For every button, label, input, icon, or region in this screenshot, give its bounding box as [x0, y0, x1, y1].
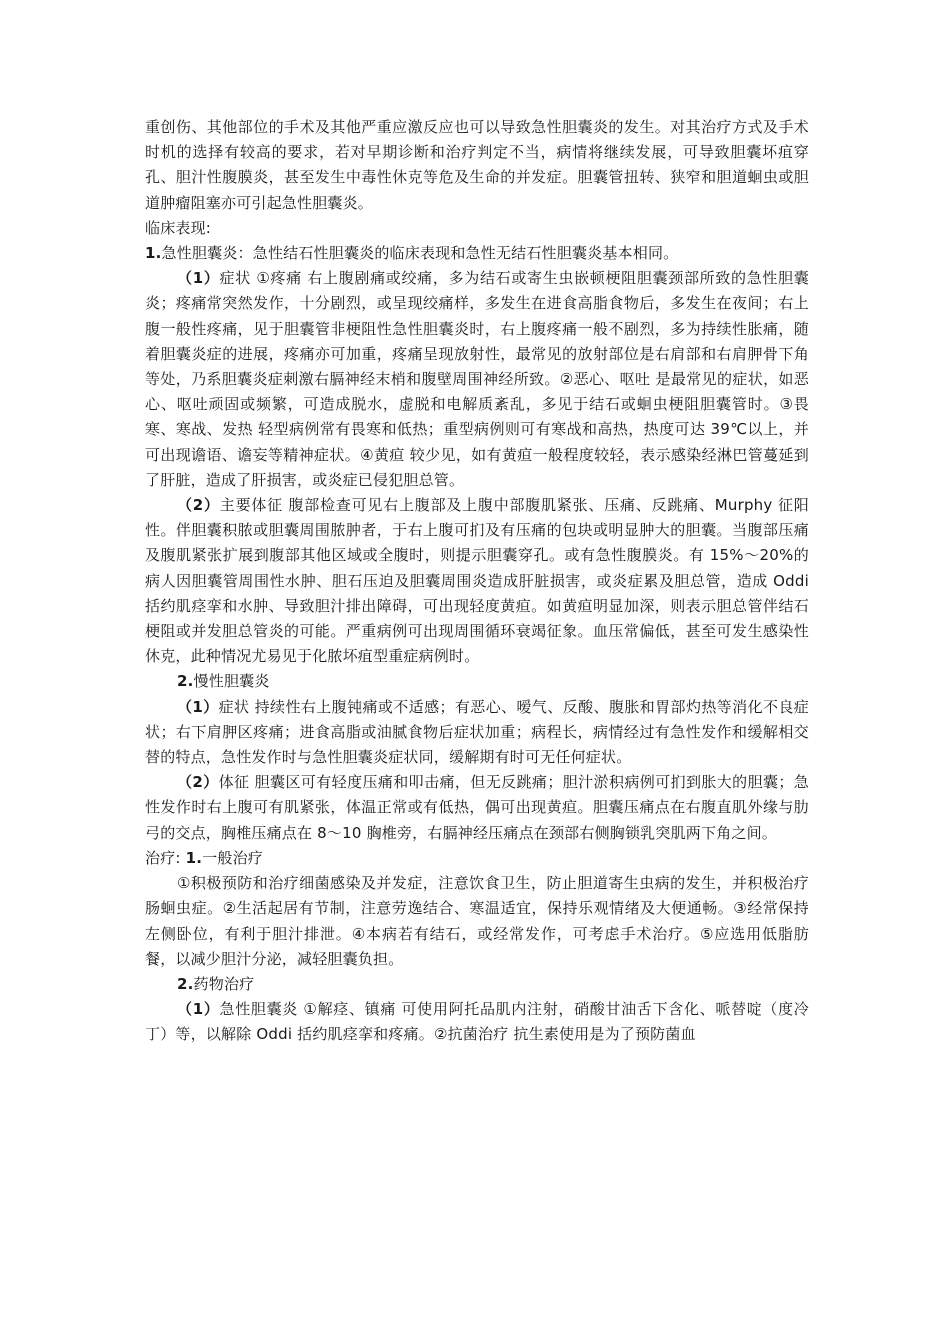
intro-paragraph: 重创伤、其他部位的手术及其他严重应激反应也可以导致急性胆囊炎的发生。对其治疗方式及手术时机的选择有较高的要求，若对早期诊断和治疗判定不当，病情将继续发展，可导致胆囊坏疽穿孔、胆汁性腹膜炎，甚至发生中毒性休克等危及生命的并发症。胆囊管扭转、狭窄和胆道蛔虫或胆道肿瘤阻塞亦可引起急性胆囊炎。 — [145, 118, 809, 212]
acute-symptoms-text: 症状 ①疼痛 右上腹剧痛或绞痛，多为结石或寄生虫嵌顿梗阻胆囊颈部所致的急性胆囊炎；疼痛常突然发作，十分剧烈，或呈现绞痛样，多发生在进食高脂食物后，多发生在夜间；右上腹一般性疼痛，见于胆囊管非梗阻性急性胆囊炎时，右上腹疼痛一般不剧烈，多为持续性胀痛，随着胆囊炎症的进展，疼痛亦可加重，疼痛呈现放射性，最常见的放射部位是右肩部和右肩胛骨下角等处，乃系胆囊炎症刺激右膈神经末梢和腹壁周围神经所致。②恶心、呕吐 是最常见的症状，如恶心、呕吐顽固或频繁，可造成脱水，虚脱和电解质紊乱，多见于结石或蛔虫梗阻胆囊管时。③畏寒、寒战、发热 轻型病例常有畏寒和低热；重型病例则可有寒战和高热，热度可达 39℃以上，并可出现谵语、谵妄等精神症状。④黄疸 较少见，如有黄疸一般程度较轻，表示感染经淋巴管蔓延到了肝脏，造成了肝损害，或炎症已侵犯胆总管。 — [145, 269, 809, 489]
chronic-signs-paragraph — [145, 770, 809, 846]
drug-treatment-paragraph — [145, 997, 809, 1047]
chronic-number: 2. — [177, 672, 194, 691]
clinical-heading: 临床表现: — [145, 218, 212, 237]
acute-heading — [145, 241, 809, 266]
treatment-title-2: 药物治疗 — [193, 974, 255, 993]
treatment-number-1: 1. — [185, 848, 203, 867]
treatment-number-2: 2. — [177, 974, 194, 993]
chronic-heading — [145, 669, 809, 694]
acute-symptoms-number: （1） — [177, 269, 220, 288]
treatment-title-1: 一般治疗 — [202, 848, 263, 867]
chronic-title: 慢性胆囊炎 — [193, 672, 270, 691]
chronic-symptoms-number: （1） — [177, 697, 219, 716]
chronic-symptoms-text: 症状 持续性右上腹钝痛或不适感；有恶心、嗳气、反酸、腹胀和胃部灼热等消化不良症状；右下肩胛区疼痛；进食高脂或油腻食物后症状加重；病程长，病情经过有急性发作和缓解相交替的特点，急性发作时与急性胆囊炎症状同，缓解期有时可无任何症状。 — [145, 697, 809, 767]
acute-signs-number: （2） — [177, 496, 220, 515]
acute-heading-text: 急性胆囊炎：急性结石性胆囊炎的临床表现和急性无结石性胆囊炎基本相同。 — [161, 244, 679, 263]
treatment-label: 治疗: — [145, 848, 186, 867]
drug-treatment-heading — [145, 972, 809, 997]
general-treatment-paragraph: ①积极预防和治疗细菌感染及并发症，注意饮食卫生，防止胆道寄生虫病的发生，并积极治疗肠蛔虫症。②生活起居有节制，注意劳逸结合、寒温适宜，保持乐观情绪及大便通畅。③经常保持左侧卧位，有利于胆汁排泄。④本病若有结石，或经常发作，可考虑手术治疗。⑤应选用低脂肪餐，以减少胆汁分泌，减轻胆囊负担。 — [145, 874, 809, 968]
acute-symptoms-paragraph — [145, 266, 809, 493]
chronic-signs-number: （2） — [177, 773, 219, 792]
acute-number: 1. — [145, 244, 162, 263]
acute-signs-paragraph — [145, 493, 809, 669]
drug-number: （1） — [177, 1000, 220, 1019]
acute-signs-text: 主要体征 腹部检查可见右上腹部及上腹中部腹肌紧张、压痛、反跳痛、Murphy 征阳性。伴胆囊积脓或胆囊周围脓肿者，于右上腹可扪及有压痛的包块或明显肿大的胆囊。当腹部压痛及腹肌紧张扩展到腹部其他区域或全腹时，则提示胆囊穿孔。或有急性腹膜炎。有 15%～20%的病人因胆囊管周围性水肿、胆石压迫及胆囊周围炎造成肝脏损害，或炎症累及胆总管，造成 Oddi 括约肌痉挛和水肿、导致胆汁排出障碍，可出现轻度黄疸。如黄疸明显加深，则表示胆总管伴结石梗阻或并发胆总管炎的可能。严重病例可出现周围循环衰竭征象。血压常偏低，甚至可发生感染性休克，此种情况尤易见于化脓坏疽型重症病例时。 — [145, 496, 809, 666]
chronic-symptoms-paragraph — [145, 695, 809, 771]
chronic-signs-text: 体征 胆囊区可有轻度压痛和叩击痛，但无反跳痛；胆汁淤积病例可扪到胀大的胆囊；急性发作时右上腹可有肌紧张，体温正常或有低热，偶可出现黄疸。胆囊压痛点在右腹直肌外缘与肋弓的交点，胸椎压痛点在 8～10 胸椎旁，右膈神经压痛点在颈部右侧胸锁乳突肌两下角之间。 — [145, 773, 809, 842]
document-page — [145, 115, 809, 1048]
treatment-heading — [145, 846, 809, 871]
drug-text: 急性胆囊炎 ①解痉、镇痛 可使用阿托品肌内注射，硝酸甘油舌下含化、哌替啶（度冷丁）等，以解除 Oddi 括约肌痉挛和疼痛。②抗菌治疗 抗生素使用是为了预防菌血 — [145, 1000, 809, 1044]
